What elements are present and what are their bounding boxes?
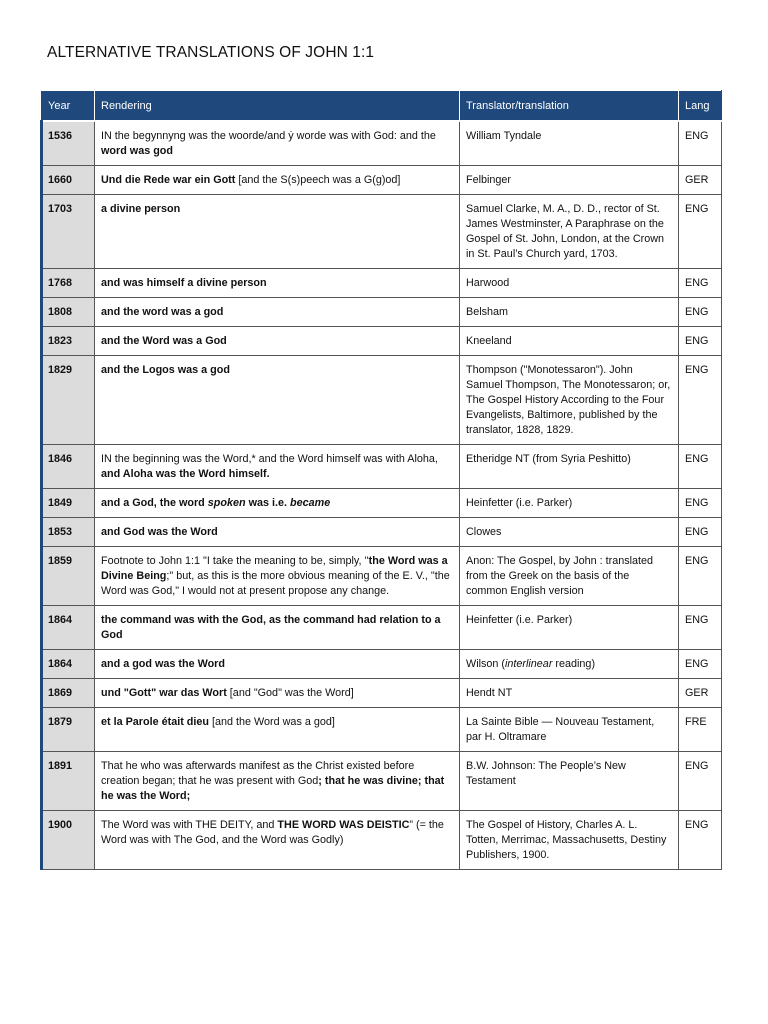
year-cell: 1768 (42, 269, 95, 298)
year-cell: 1859 (42, 547, 95, 606)
table-row (42, 708, 722, 752)
translator-cell: Heinfetter (i.e. Parker) (460, 489, 679, 518)
year-cell: 1864 (42, 606, 95, 650)
table-row (42, 489, 722, 518)
page-title: ALTERNATIVE TRANSLATIONS OF JOHN 1:1 (47, 44, 375, 61)
text-segment: ; that he was divine; that he was the Word; (101, 775, 445, 802)
text-segment: the command was with the God, as the command had relation to a God (101, 614, 441, 641)
rendering-cell (95, 298, 460, 327)
translator-cell: Belsham (460, 298, 679, 327)
lang-cell: ENG (679, 650, 722, 679)
table-row (42, 606, 722, 650)
table-row (42, 195, 722, 269)
translator-cell: Etheridge NT (from Syria Peshitto) (460, 445, 679, 489)
lang-cell: ENG (679, 356, 722, 445)
text-segment: and a God, the word (101, 497, 208, 509)
rendering-cell (95, 650, 460, 679)
rendering-cell (95, 679, 460, 708)
translator-cell: Thompson ("Monotessaron"). John Samuel Thompson, The Monotessaron; or, The Gospel History According to the Four Evangelists, Baltimore, published by the translator, 1828, 1829. (460, 356, 679, 445)
table-row (42, 811, 722, 870)
table-row (42, 752, 722, 811)
lang-cell: ENG (679, 269, 722, 298)
rendering-cell (95, 708, 460, 752)
lang-cell: ENG (679, 195, 722, 269)
table-row (42, 518, 722, 547)
translator-cell: Heinfetter (i.e. Parker) (460, 606, 679, 650)
table-row (42, 121, 722, 166)
text-segment: und "Gott" war das Wort (101, 687, 227, 699)
text-segment: and the word was a god (101, 306, 224, 318)
text-segment: and the Logos was a god (101, 364, 230, 376)
rendering-cell (95, 327, 460, 356)
text-segment: Wilson ( (466, 658, 505, 670)
table-row (42, 650, 722, 679)
year-cell: 1879 (42, 708, 95, 752)
rendering-cell (95, 166, 460, 195)
translator-cell: B.W. Johnson: The People’s New Testament (460, 752, 679, 811)
year-cell: 1864 (42, 650, 95, 679)
year-cell: 1823 (42, 327, 95, 356)
text-segment: The Word was with THE DEITY, and (101, 819, 278, 831)
rendering-cell (95, 269, 460, 298)
rendering-cell (95, 489, 460, 518)
rendering-cell (95, 811, 460, 870)
rendering-cell (95, 195, 460, 269)
table-row (42, 547, 722, 606)
year-cell: 1536 (42, 121, 95, 166)
text-segment: was i.e. (245, 497, 291, 509)
text-segment: word was god (101, 145, 173, 157)
text-segment: and the Word was a God (101, 335, 227, 347)
text-segment: [and "God" was the Word] (226, 687, 354, 699)
year-cell: 1829 (42, 356, 95, 445)
translator-cell: Anon: The Gospel, by John : translated from the Greek on the basis of the common English version (460, 547, 679, 606)
lang-cell: ENG (679, 121, 722, 166)
column-header-year: Year (42, 91, 95, 122)
column-header-lang: Lang (679, 91, 722, 122)
year-cell: 1703 (42, 195, 95, 269)
rendering-cell (95, 606, 460, 650)
lang-cell: ENG (679, 489, 722, 518)
lang-cell: ENG (679, 547, 722, 606)
year-cell: 1853 (42, 518, 95, 547)
table-row (42, 679, 722, 708)
table-header-row (42, 91, 722, 122)
year-cell: 1900 (42, 811, 95, 870)
text-segment: Footnote to John 1:1 "I take the meaning to be, simply, '' (101, 555, 369, 567)
translator-cell: La Sainte Bible — Nouveau Testament, par H. Oltramare (460, 708, 679, 752)
translator-cell: Samuel Clarke, M. A., D. D., rector of St. James Westminster, A Paraphrase on the Gospel of St. John, London, at the Crown in St. Paul’s Church yard, 1703. (460, 195, 679, 269)
text-segment: Und die Rede war ein Gott (101, 174, 236, 186)
table-row (42, 445, 722, 489)
text-segment: interlinear (505, 658, 553, 670)
text-segment: a divine person (101, 203, 181, 215)
lang-cell: GER (679, 166, 722, 195)
rendering-cell (95, 356, 460, 445)
text-segment: and was himself a divine person (101, 277, 267, 289)
translator-cell: Clowes (460, 518, 679, 547)
lang-cell: ENG (679, 445, 722, 489)
text-segment: and Aloha was the Word himself. (101, 468, 270, 480)
table-row (42, 269, 722, 298)
table-body (42, 121, 722, 870)
text-segment: [and the Word was a god] (209, 716, 335, 728)
column-header-translator: Translator/translation (460, 91, 679, 122)
text-segment: and a god was the Word (101, 658, 225, 670)
lang-cell: ENG (679, 811, 722, 870)
lang-cell: ENG (679, 752, 722, 811)
translator-cell: William Tyndale (460, 121, 679, 166)
translations-table (40, 90, 722, 870)
rendering-cell (95, 518, 460, 547)
text-segment: ;" but, as this is the more obvious meaning of the E. V., "the Word was God," I would not at present propose any change. (101, 570, 450, 597)
table-row (42, 166, 722, 195)
year-cell: 1869 (42, 679, 95, 708)
rendering-cell (95, 121, 460, 166)
year-cell: 1849 (42, 489, 95, 518)
translator-cell: Hendt NT (460, 679, 679, 708)
lang-cell: ENG (679, 327, 722, 356)
translator-cell: Felbinger (460, 166, 679, 195)
rendering-cell (95, 547, 460, 606)
year-cell: 1846 (42, 445, 95, 489)
year-cell: 1660 (42, 166, 95, 195)
text-segment: reading) (552, 658, 596, 670)
text-segment: IN the begynnyng was the woorde/and ẏ worde was with God: and the (101, 130, 436, 142)
text-segment: [and the S(s)peech was a G(g)od] (235, 174, 401, 186)
text-segment: THE WORD WAS DEISTIC (277, 819, 410, 831)
rendering-cell (95, 445, 460, 489)
rendering-cell (95, 752, 460, 811)
translator-cell: Harwood (460, 269, 679, 298)
text-segment: et la Parole était dieu (101, 716, 210, 728)
lang-cell: ENG (679, 518, 722, 547)
text-segment: ” (= the Word was with The God, and the Word was Godly) (101, 819, 444, 846)
text-segment: That he who was afterwards manifest as the Christ existed before creation began; that he was present with God (101, 760, 415, 787)
text-segment: IN the beginning was the Word,* and the Word himself was with Aloha, (101, 453, 438, 465)
translator-cell: The Gospel of History, Charles A. L. Totten, Merrimac, Massachusetts, Destiny Publishers, 1900. (460, 811, 679, 870)
lang-cell: GER (679, 679, 722, 708)
column-header-rendering: Rendering (95, 91, 460, 122)
translator-cell (460, 650, 679, 679)
lang-cell: ENG (679, 606, 722, 650)
table-row (42, 356, 722, 445)
translator-cell: Kneeland (460, 327, 679, 356)
lang-cell: FRE (679, 708, 722, 752)
year-cell: 1808 (42, 298, 95, 327)
table-row (42, 298, 722, 327)
text-segment: and God was the Word (101, 526, 218, 538)
year-cell: 1891 (42, 752, 95, 811)
text-segment: the Word was a Divine Being (101, 555, 448, 582)
lang-cell: ENG (679, 298, 722, 327)
text-segment: became (290, 497, 331, 509)
table-row (42, 327, 722, 356)
text-segment: spoken (207, 497, 246, 509)
